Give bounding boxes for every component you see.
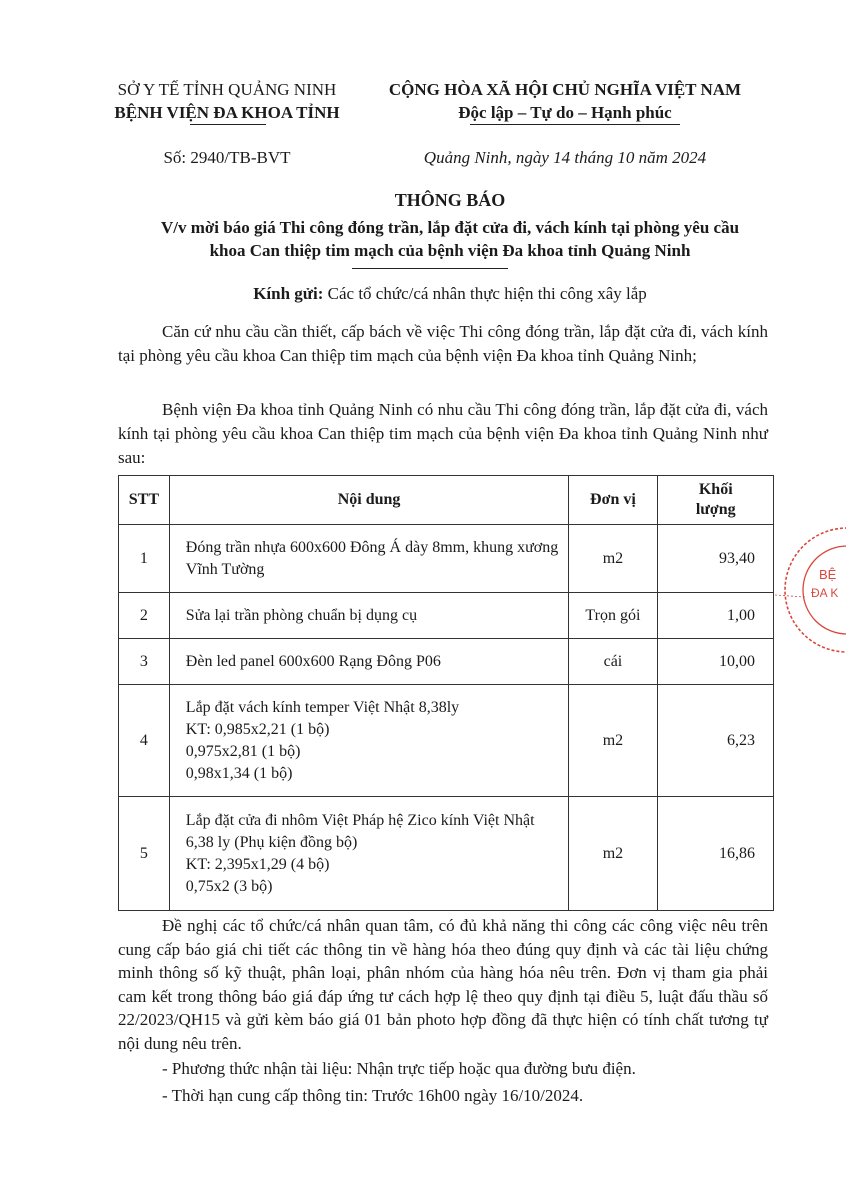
national-motto: Độc lập – Tự do – Hạnh phúc bbox=[458, 103, 672, 122]
row-unit: m2 bbox=[569, 525, 657, 593]
row-stt: 2 bbox=[119, 593, 170, 639]
submission-method: - Phương thức nhận tài liệu: Nhận trực tiếp hoặc qua đường bưu điện. bbox=[162, 1059, 636, 1078]
row-quantity: 1,00 bbox=[657, 593, 773, 639]
row-content-line: 0,975x2,81 (1 bộ) bbox=[185, 742, 301, 760]
nation-name: CỘNG HÒA XÃ HỘI CHỦ NGHĨA VIỆT NAM bbox=[388, 80, 742, 99]
table-header-row bbox=[119, 476, 774, 525]
row-content-line: 0,75x2 (3 bộ) bbox=[185, 877, 273, 895]
official-seal bbox=[775, 515, 846, 665]
place-date: Quảng Ninh, ngày 14 tháng 10 năm 2024 bbox=[423, 148, 707, 167]
row-content bbox=[169, 797, 569, 911]
header-quantity-line-2: lượng bbox=[695, 501, 736, 518]
header-stt: STT bbox=[119, 476, 170, 525]
table-row bbox=[119, 525, 774, 593]
seal-signature-stroke bbox=[775, 595, 805, 597]
table-row bbox=[119, 593, 774, 639]
subject-line-1: V/v mời báo giá Thi công đóng trần, lắp đặt cửa đi, vách kính tại phòng yêu cầu bbox=[160, 218, 740, 237]
row-quantity: 16,86 bbox=[657, 797, 773, 911]
row-quantity: 6,23 bbox=[657, 685, 773, 797]
row-quantity: 93,40 bbox=[657, 525, 773, 593]
row-stt: 5 bbox=[119, 797, 170, 911]
items-table bbox=[118, 475, 774, 911]
paragraph-need: Bệnh viện Đa khoa tỉnh Quảng Ninh có nhu cầu Thi công đóng trần, lắp đặt cửa đi, vách kính tại phòng yêu cầu khoa Can thiệp tim mạch của bệnh viện Đa khoa tỉnh Quảng Ninh như sau: bbox=[118, 400, 768, 467]
greeting-label: Kính gửi: bbox=[253, 284, 324, 303]
submission-deadline: - Thời hạn cung cấp thông tin: Trước 16h00 ngày 16/10/2024. bbox=[162, 1086, 584, 1105]
row-unit: cái bbox=[569, 639, 657, 685]
header-unit: Đơn vị bbox=[569, 476, 657, 525]
table-row bbox=[119, 639, 774, 685]
subject-underline bbox=[352, 268, 508, 269]
greeting-recipients: Các tổ chức/cá nhân thực hiện thi công xây lắp bbox=[323, 284, 647, 303]
row-stt: 1 bbox=[119, 525, 170, 593]
issuer-org: BỆNH VIỆN ĐA KHOA TỈNH bbox=[114, 103, 340, 122]
document-subject bbox=[100, 216, 800, 262]
row-content bbox=[169, 685, 569, 797]
issuer-parent-org: SỞ Y TẾ TỈNH QUẢNG NINH bbox=[117, 80, 337, 99]
row-content-line: KT: 0,985x2,21 (1 bộ) bbox=[185, 720, 330, 738]
row-content-line: Lắp đặt cửa đi nhôm Việt Pháp hệ Zico kính Việt Nhật 6,38 ly (Phụ kiện đồng bộ) bbox=[185, 811, 535, 851]
row-content: Đèn led panel 600x600 Rạng Đông P06 bbox=[169, 639, 569, 685]
paragraph-basis: Căn cứ nhu cầu cần thiết, cấp bách về việc Thi công đóng trần, lắp đặt cửa đi, vách kính tại phòng yêu cầu khoa Can thiệp tim mạch của bệnh viện Đa khoa tỉnh Quảng Ninh; bbox=[118, 322, 768, 365]
header-content: Nội dung bbox=[169, 476, 569, 525]
row-quantity: 10,00 bbox=[657, 639, 773, 685]
row-content-line: Lắp đặt vách kính temper Việt Nhật 8,38ly bbox=[185, 698, 460, 716]
issuer-underline bbox=[190, 124, 266, 125]
table-row bbox=[119, 685, 774, 797]
row-content: Sửa lại trần phòng chuẩn bị dụng cụ bbox=[169, 593, 569, 639]
greeting bbox=[100, 284, 800, 304]
row-stt: 4 bbox=[119, 685, 170, 797]
subject-line-2: khoa Can thiệp tim mạch của bệnh viện Đa khoa tỉnh Quảng Ninh bbox=[209, 241, 691, 260]
header-quantity-line-1: Khối bbox=[698, 481, 733, 498]
seal-text-line-1: BỆ bbox=[819, 567, 837, 582]
document-title: THÔNG BÁO bbox=[394, 190, 506, 210]
row-content: Đóng trần nhựa 600x600 Đông Á dày 8mm, khung xương Vĩnh Tường bbox=[169, 525, 569, 593]
row-unit: m2 bbox=[569, 685, 657, 797]
seal-text-line-2: ĐA K bbox=[811, 586, 839, 600]
header-quantity bbox=[657, 476, 773, 525]
row-stt: 3 bbox=[119, 639, 170, 685]
row-content-line: 0,98x1,34 (1 bộ) bbox=[185, 764, 293, 782]
row-content-line: KT: 2,395x1,29 (4 bộ) bbox=[185, 855, 330, 873]
row-unit: Trọn gói bbox=[569, 593, 657, 639]
document-number: Số: 2940/TB-BVT bbox=[163, 148, 291, 167]
motto-underline bbox=[470, 124, 680, 125]
paragraph-request: Đề nghị các tổ chức/cá nhân quan tâm, có đủ khả năng thi công các công việc nêu trên cung cấp báo giá chi tiết các thông tin về hàng hóa theo đúng quy định và các tài liệu chứng minh thông số kỹ thuật, phân loại, phân nhóm của hàng hóa nêu trên. Đơn vị tham gia phải cam kết trong thông báo giá đáp ứng tư cách hợp lệ theo quy định tại điều 5, luật đấu thầu số 22/2023/QH15 và gửi kèm báo giá 01 bản photo hợp đồng đã thực hiện có tính chất tương tự nội dung nêu trên. bbox=[118, 916, 768, 1053]
row-unit: m2 bbox=[569, 797, 657, 911]
table-row bbox=[119, 797, 774, 911]
